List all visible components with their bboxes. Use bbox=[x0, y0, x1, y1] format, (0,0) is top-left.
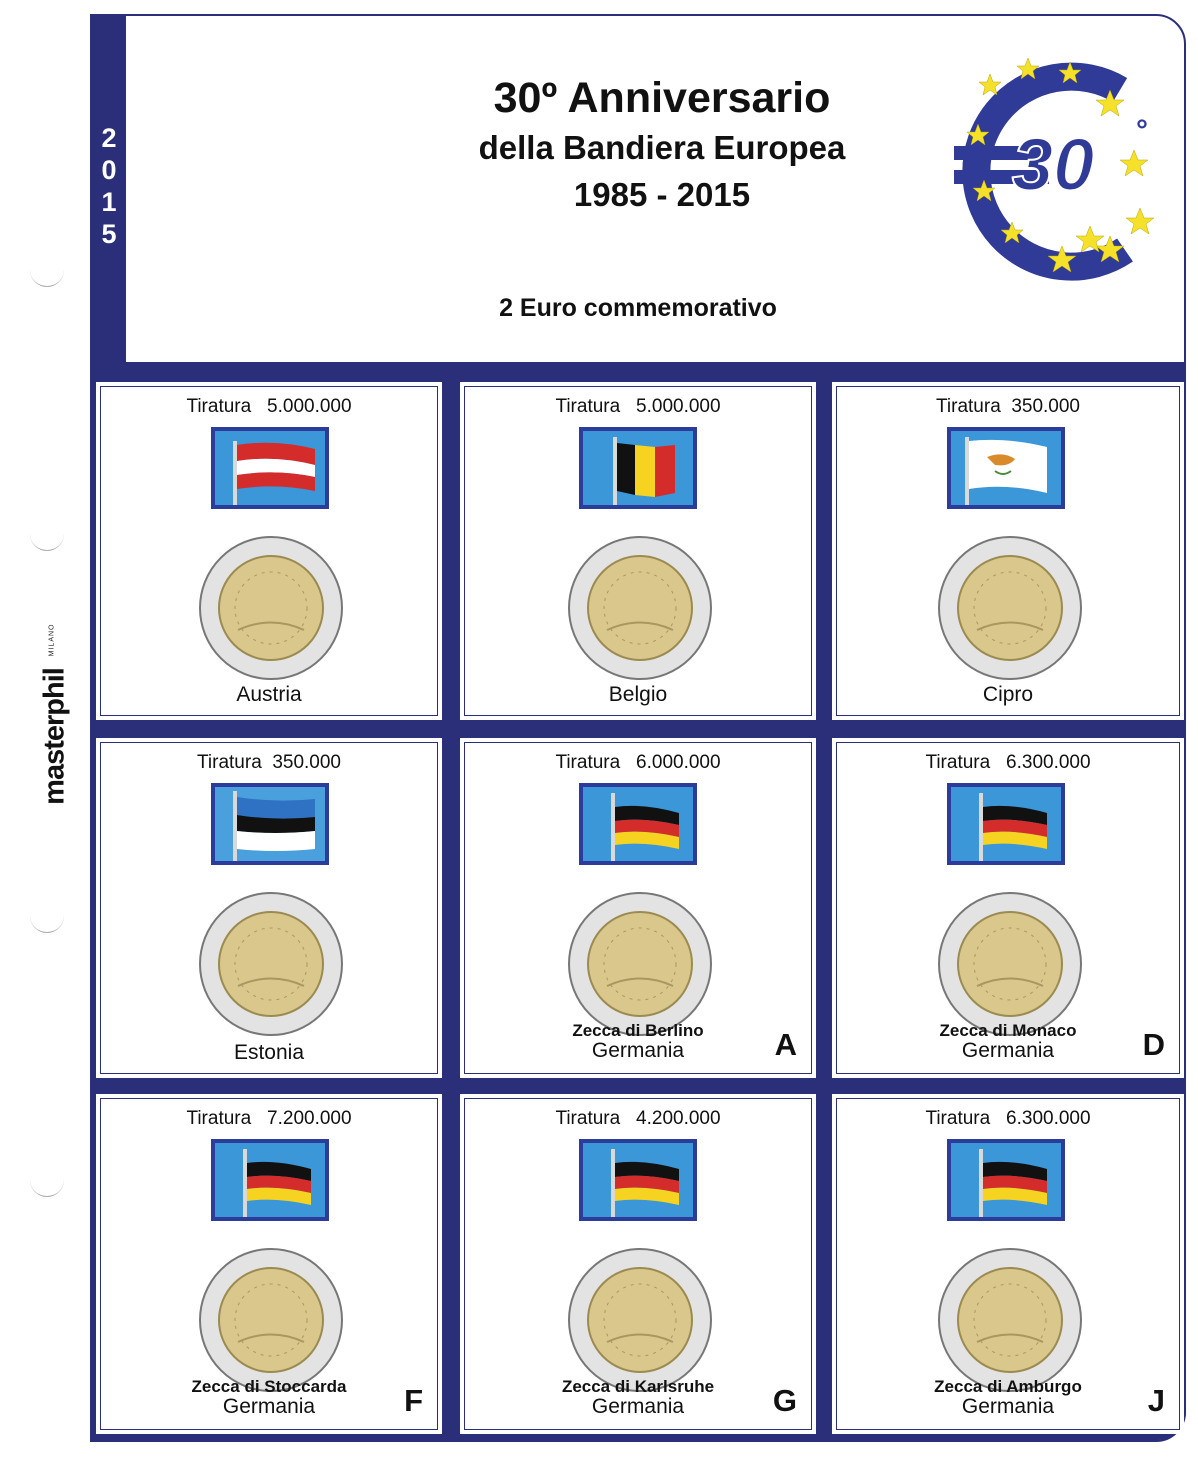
year-digit: 0 bbox=[101, 155, 117, 185]
tiratura-label: Tiratura 6.300.000 bbox=[925, 1108, 1091, 1129]
coin-image bbox=[198, 535, 344, 681]
country-label: Estonia bbox=[233, 1041, 305, 1064]
mint-mark: D bbox=[1142, 1027, 1165, 1062]
country-label: Belgio bbox=[608, 683, 668, 706]
coin-image bbox=[937, 891, 1083, 1037]
year-digit: 2 bbox=[101, 123, 117, 153]
mint-mark: G bbox=[772, 1383, 797, 1418]
punch-hole bbox=[30, 266, 64, 287]
mint-label: Zecca di Monaco bbox=[939, 1021, 1077, 1040]
tiratura-label: Tiratura 4.200.000 bbox=[555, 1108, 721, 1129]
mint-mark: J bbox=[1147, 1383, 1165, 1418]
brand-name: masterphil bbox=[38, 668, 71, 805]
year-digit: 1 bbox=[101, 187, 117, 217]
mint-mark: F bbox=[404, 1383, 423, 1418]
coin-type-label: 2 Euro commemorativo bbox=[499, 294, 777, 322]
tiratura-label: Tiratura 350.000 bbox=[197, 752, 341, 773]
country-label: Germania bbox=[222, 1395, 316, 1418]
belgium-flag-icon bbox=[579, 427, 697, 509]
country-label: Germania bbox=[961, 1039, 1055, 1062]
country-label: Germania bbox=[961, 1395, 1055, 1418]
brand-logo bbox=[22, 623, 82, 830]
mint-label: Zecca di Berlino bbox=[572, 1021, 704, 1040]
page-subtitle: della Bandiera Europea bbox=[478, 129, 846, 166]
year-digit: 5 bbox=[101, 219, 117, 249]
coin-image bbox=[567, 891, 713, 1037]
coin-cell bbox=[460, 738, 816, 1078]
year-bar bbox=[92, 16, 126, 364]
page-years: 1985 - 2015 bbox=[573, 176, 751, 213]
cyprus-flag-icon bbox=[947, 427, 1065, 509]
germany-flag-icon bbox=[579, 1139, 697, 1221]
coin-cell bbox=[832, 1094, 1184, 1434]
estonia-flag-icon bbox=[211, 783, 329, 865]
country-label: Cipro bbox=[982, 683, 1034, 706]
coin-image bbox=[567, 535, 713, 681]
austria-flag-icon bbox=[211, 427, 329, 509]
coin-image bbox=[198, 891, 344, 1037]
tiratura-label: Tiratura 5.000.000 bbox=[555, 396, 721, 417]
mint-label: Zecca di Amburgo bbox=[934, 1377, 1082, 1396]
tiratura-label: Tiratura 350.000 bbox=[936, 396, 1080, 417]
euro-30-logo bbox=[950, 50, 1170, 290]
tiratura-label: Tiratura 5.000.000 bbox=[186, 396, 352, 417]
coin-cell bbox=[832, 382, 1184, 720]
punch-hole bbox=[30, 1176, 64, 1197]
page-title: 30º Anniversario bbox=[493, 74, 831, 122]
coin-image bbox=[567, 1247, 713, 1393]
coin-cell bbox=[460, 382, 816, 720]
coin-image bbox=[937, 1247, 1083, 1393]
tiratura-label: Tiratura 7.200.000 bbox=[186, 1108, 352, 1129]
germany-flag-icon bbox=[947, 783, 1065, 865]
tiratura-label: Tiratura 6.000.000 bbox=[555, 752, 721, 773]
mint-label: Zecca di Karlsruhe bbox=[561, 1377, 715, 1396]
coin-cell bbox=[96, 382, 442, 720]
mint-label: Zecca di Stoccarda bbox=[191, 1377, 347, 1396]
coin-image bbox=[198, 1247, 344, 1393]
tiratura-label: Tiratura 6.300.000 bbox=[925, 752, 1091, 773]
punch-hole bbox=[30, 912, 64, 933]
punch-hole bbox=[30, 530, 64, 551]
coin-cell bbox=[460, 1094, 816, 1434]
country-label: Germania bbox=[591, 1395, 685, 1418]
logo-degree: ° bbox=[1136, 114, 1148, 147]
germany-flag-icon bbox=[211, 1139, 329, 1221]
brand-city: MILANO bbox=[48, 623, 56, 657]
mint-mark: A bbox=[774, 1027, 797, 1062]
coin-cell bbox=[96, 738, 442, 1078]
coin-cell bbox=[832, 738, 1184, 1078]
country-label: Austria bbox=[236, 683, 302, 706]
logo-number: 30 bbox=[1012, 123, 1095, 206]
germany-flag-icon bbox=[579, 783, 697, 865]
coin-cell bbox=[96, 1094, 442, 1434]
country-label: Germania bbox=[591, 1039, 685, 1062]
germany-flag-icon bbox=[947, 1139, 1065, 1221]
coin-image bbox=[937, 535, 1083, 681]
